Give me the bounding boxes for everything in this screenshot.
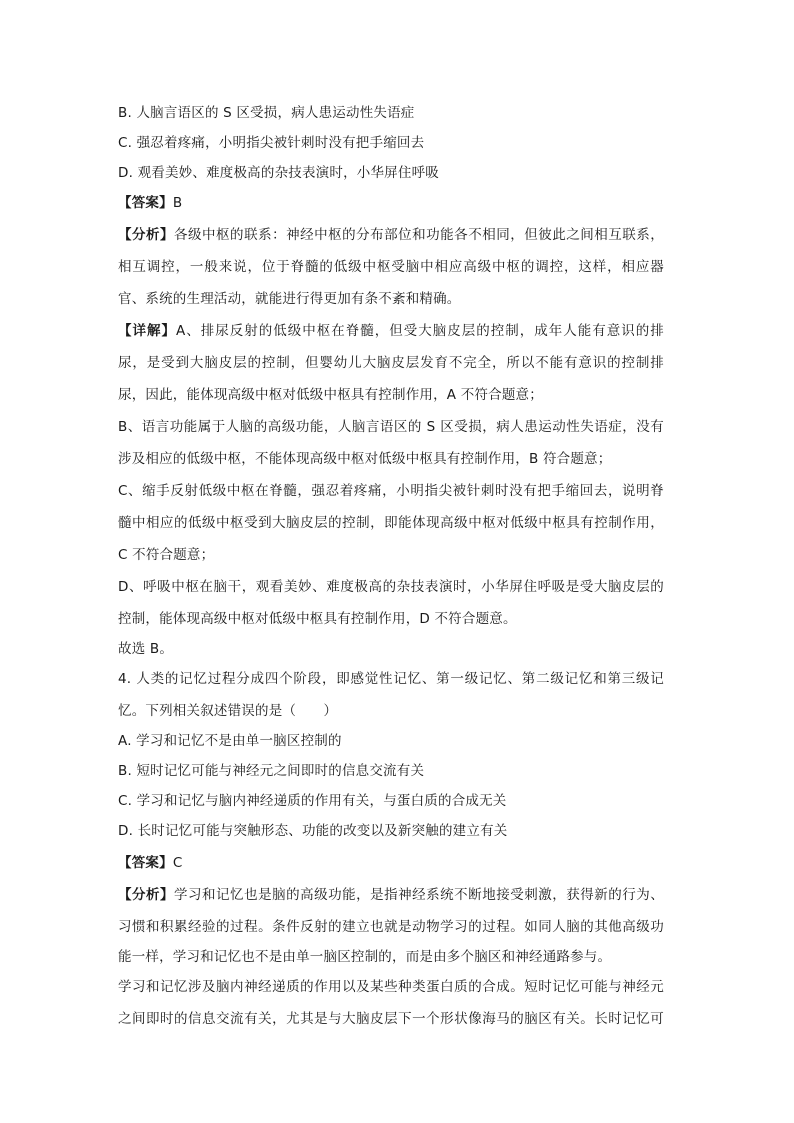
q3-option-c: C. 强忍着疼痛，小明指尖被针刺时没有把手缩回去	[118, 135, 425, 151]
q3-analysis-line: 相互调控，一般来说，位于脊髓的低级中枢受脑中相应高级中枢的调控，这样，相应器	[118, 259, 664, 275]
q3-detail-line: C、缩手反射低级中枢在脊髓，强忍着疼痛，小明指尖被针刺时没有把手缩回去，说明脊	[118, 483, 664, 499]
analysis-text: 各级中枢的联系：神经中枢的分布部位和功能各不相同，但彼此之间相互联系，	[174, 227, 664, 243]
analysis-tag: 【分析】	[118, 227, 175, 243]
analysis-tag: 【分析】	[118, 887, 175, 903]
q3-answer	[118, 194, 182, 212]
q4-analysis-line: 之间即时的信息交流有关，尤其是与大脑皮层下一个形状像海马的脑区有关。长时记忆可	[118, 1011, 664, 1027]
q4-option-d: D. 长时记忆可能与突触形态、功能的改变以及新突触的建立有关	[118, 823, 508, 839]
q3-conclusion: 故选 B。	[118, 641, 174, 657]
q3-option-d: D. 观看美妙、难度极高的杂技表演时，小华屏住呼吸	[118, 165, 439, 181]
q3-detail-line: 髓中相应的低级中枢受到大脑皮层的控制，即能体现高级中枢对低级中枢具有控制作用，	[118, 515, 664, 531]
q3-detail-line: 控制，能体现高级中枢对低级中枢具有控制作用，D 不符合题意。	[118, 611, 517, 627]
analysis-text: 学习和记忆也是脑的高级功能，是指神经系统不断地接受刺激，获得新的行为、	[174, 887, 664, 903]
answer-tag: 【答案】	[118, 195, 173, 211]
q3-analysis-line: 官、系统的生理活动，就能进行得更加有条不紊和精确。	[118, 291, 461, 307]
answer-value: B	[172, 195, 183, 211]
q3-detail-line	[118, 322, 664, 340]
q4-analysis-line: 能一样，学习和记忆也不是由单一脑区控制的，而是由多个脑区和神经通路参与。	[118, 949, 612, 965]
q3-detail-line: 尿，是受到大脑皮层的控制，但婴幼儿大脑皮层发育不完全，所以不能有意识的控制排	[118, 355, 664, 371]
q4-analysis-line: 习惯和积累经验的过程。条件反射的建立也就是动物学习的过程。如同人脑的其他高级功	[118, 919, 664, 935]
q4-option-c: C. 学习和记忆与脑内神经递质的作用有关，与蛋白质的合成无关	[118, 793, 507, 809]
q3-option-b: B. 人脑言语区的 S 区受损，病人患运动性失语症	[118, 105, 415, 121]
q4-analysis-line: 学习和记忆涉及脑内神经递质的作用以及某些种类蛋白质的合成。短时记忆可能与神经元	[118, 979, 664, 995]
q3-detail-line: D、呼吸中枢在脑干，观看美妙、难度极高的杂技表演时，小华屏住呼吸是受大脑皮层的	[118, 579, 664, 595]
detail-text: A、排尿反射的低级中枢在脊髓，但受大脑皮层的控制，成年人能有意识的排	[176, 323, 664, 339]
q4-option-b: B. 短时记忆可能与神经元之间即时的信息交流有关	[118, 763, 425, 779]
q3-analysis-line	[118, 226, 664, 244]
answer-value: C	[172, 855, 183, 871]
q3-detail-line: B、语言功能属于人脑的高级功能，人脑言语区的 S 区受损，病人患运动性失语症，没有	[118, 419, 664, 435]
q4-option-a: A. 学习和记忆不是由单一脑区控制的	[118, 733, 342, 749]
q3-detail-line: 尿，因此，能体现高级中枢对低级中枢具有控制作用，A 不符合题意；	[118, 387, 543, 403]
answer-tag: 【答案】	[118, 855, 173, 871]
q4-stem-line: 4. 人类的记忆过程分成四个阶段，即感觉性记忆、第一级记忆、第二级记忆和第三级记	[118, 671, 664, 687]
q4-analysis-line	[118, 886, 664, 904]
q4-answer	[118, 854, 182, 872]
q4-stem-line: 忆。下列相关叙述错误的是（ ）	[118, 703, 338, 719]
q3-detail-line: 涉及相应的低级中枢，不能体现高级中枢对低级中枢具有控制作用，B 符合题意；	[118, 451, 612, 467]
detail-tag: 【详解】	[118, 323, 177, 339]
q3-detail-line: C 不符合题意；	[118, 547, 215, 563]
